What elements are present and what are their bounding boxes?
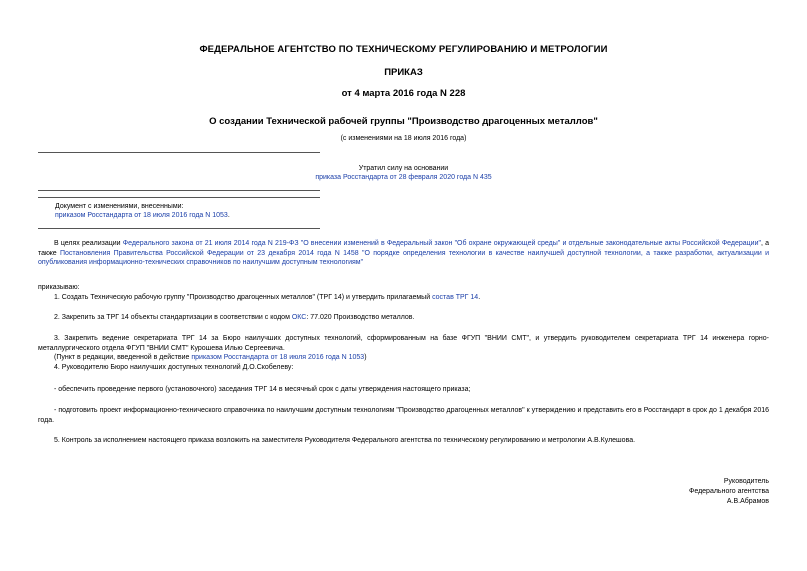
status-block	[0, 164, 807, 182]
item-3-note-end: )	[364, 354, 367, 361]
document-title: О создании Технической рабочей группы "Производство драгоценных металлов"	[209, 116, 598, 127]
item-2	[38, 313, 769, 323]
signature-position: Руководитель	[723, 478, 769, 485]
agency-heading: ФЕДЕРАЛЬНОЕ АГЕНТСТВО ПО ТЕХНИЧЕСКОМУ РЕГУЛИРОВАНИЮ И МЕТРОЛОГИИ	[199, 44, 608, 55]
government-decree-link[interactable]: Постановления Правительства Российской Федерации от 23 декабря 2014 года N 1458 "О порядке определения технологии в качестве наилучшей доступной технологии, а также разработки, актуализации и опубликования информационно-технических справочников по наилучшим доступным технологиям"	[38, 249, 769, 266]
preamble-paragraph	[38, 239, 769, 268]
divider	[38, 190, 320, 191]
item-3-note	[54, 353, 769, 363]
item-1	[38, 293, 769, 303]
item-2-text: 2. Закрепить за ТРГ 14 объекты стандартизации в соответствии с кодом	[54, 314, 292, 321]
item-2-end: : 77.020 Производство металлов.	[306, 314, 415, 321]
divider	[38, 197, 320, 198]
preamble-text: , а также	[38, 240, 769, 257]
federal-law-link[interactable]: Федерального закона от 21 июля 2014 года N 219-ФЗ "О внесении изменений в Федеральный закон "Об охране окружающей среды" и отдельные законодательные акты Российской Федерации"	[122, 240, 761, 247]
document-type: ПРИКАЗ	[384, 67, 423, 78]
item-1-end: .	[478, 294, 481, 301]
signature-org: Федерального агентства	[689, 488, 769, 495]
item-1-text: 1. Создать Техническую рабочую группу "Производство драгоценных металлов" (ТРГ 14) и утвердить прилагаемый	[54, 294, 433, 301]
changes-label: Документ с изменениями, внесенными:	[55, 203, 184, 210]
document-date-number: от 4 марта 2016 года N 228	[341, 88, 466, 99]
changes-block	[55, 202, 355, 220]
divider	[38, 228, 320, 229]
changes-note: (с изменениями на 18 июля 2016 года)	[340, 135, 467, 142]
changes-tail: .	[227, 212, 230, 219]
orders-label: приказываю:	[38, 284, 80, 291]
item-3-note-text: (Пункт в редакции, введенной в действие	[54, 354, 192, 361]
amendment-link[interactable]: приказом Росстандарта от 18 июля 2016 года N 1053	[191, 354, 365, 361]
item-4: 4. Руководителю Бюро наилучших доступных технологий Д.О.Скобелеву:	[54, 364, 294, 371]
signature-block	[689, 477, 769, 507]
item-4-sub-b: - подготовить проект информационно-технического справочника по наилучшим доступным технологиям "Производство драгоценных металлов" к утверждению и представить его в Росстандарт в срок до 1 декабря 2016 года.	[38, 407, 769, 424]
item-4-sub-a: - обеспечить проведение первого (установочного) заседания ТРГ 14 в месячный срок с даты утверждения настоящего приказа;	[54, 386, 471, 393]
item-3: 3. Закрепить ведение секретариата ТРГ 14 за Бюро наилучших доступных технологий, сформированным на базе ФГУП "ВНИИ СМТ", и утвердить руководителем секретариата ТРГ 14 инженера горно-металлургического отдела ФГУП "ВНИИ СМТ" Курошева Илью Сергеевича.	[38, 335, 769, 352]
oks-link[interactable]: ОКС	[291, 314, 307, 321]
status-text: Утратил силу на основании	[358, 165, 449, 172]
status-link[interactable]: приказа Росстандарта от 28 февраля 2020 года N 435	[315, 174, 492, 181]
changes-link[interactable]: приказом Росстандарта от 18 июля 2016 года N 1053	[55, 212, 228, 219]
composition-link[interactable]: состав ТРГ 14	[432, 294, 479, 301]
item-5: 5. Контроль за исполнением настоящего приказа возложить на заместителя Руководителя Федерального агентства по техническому регулированию и метрологии А.В.Кулешова.	[54, 437, 636, 444]
preamble-text: В целях реализации	[54, 240, 123, 247]
signature-name: А.В.Абрамов	[726, 498, 769, 505]
divider	[38, 152, 320, 153]
